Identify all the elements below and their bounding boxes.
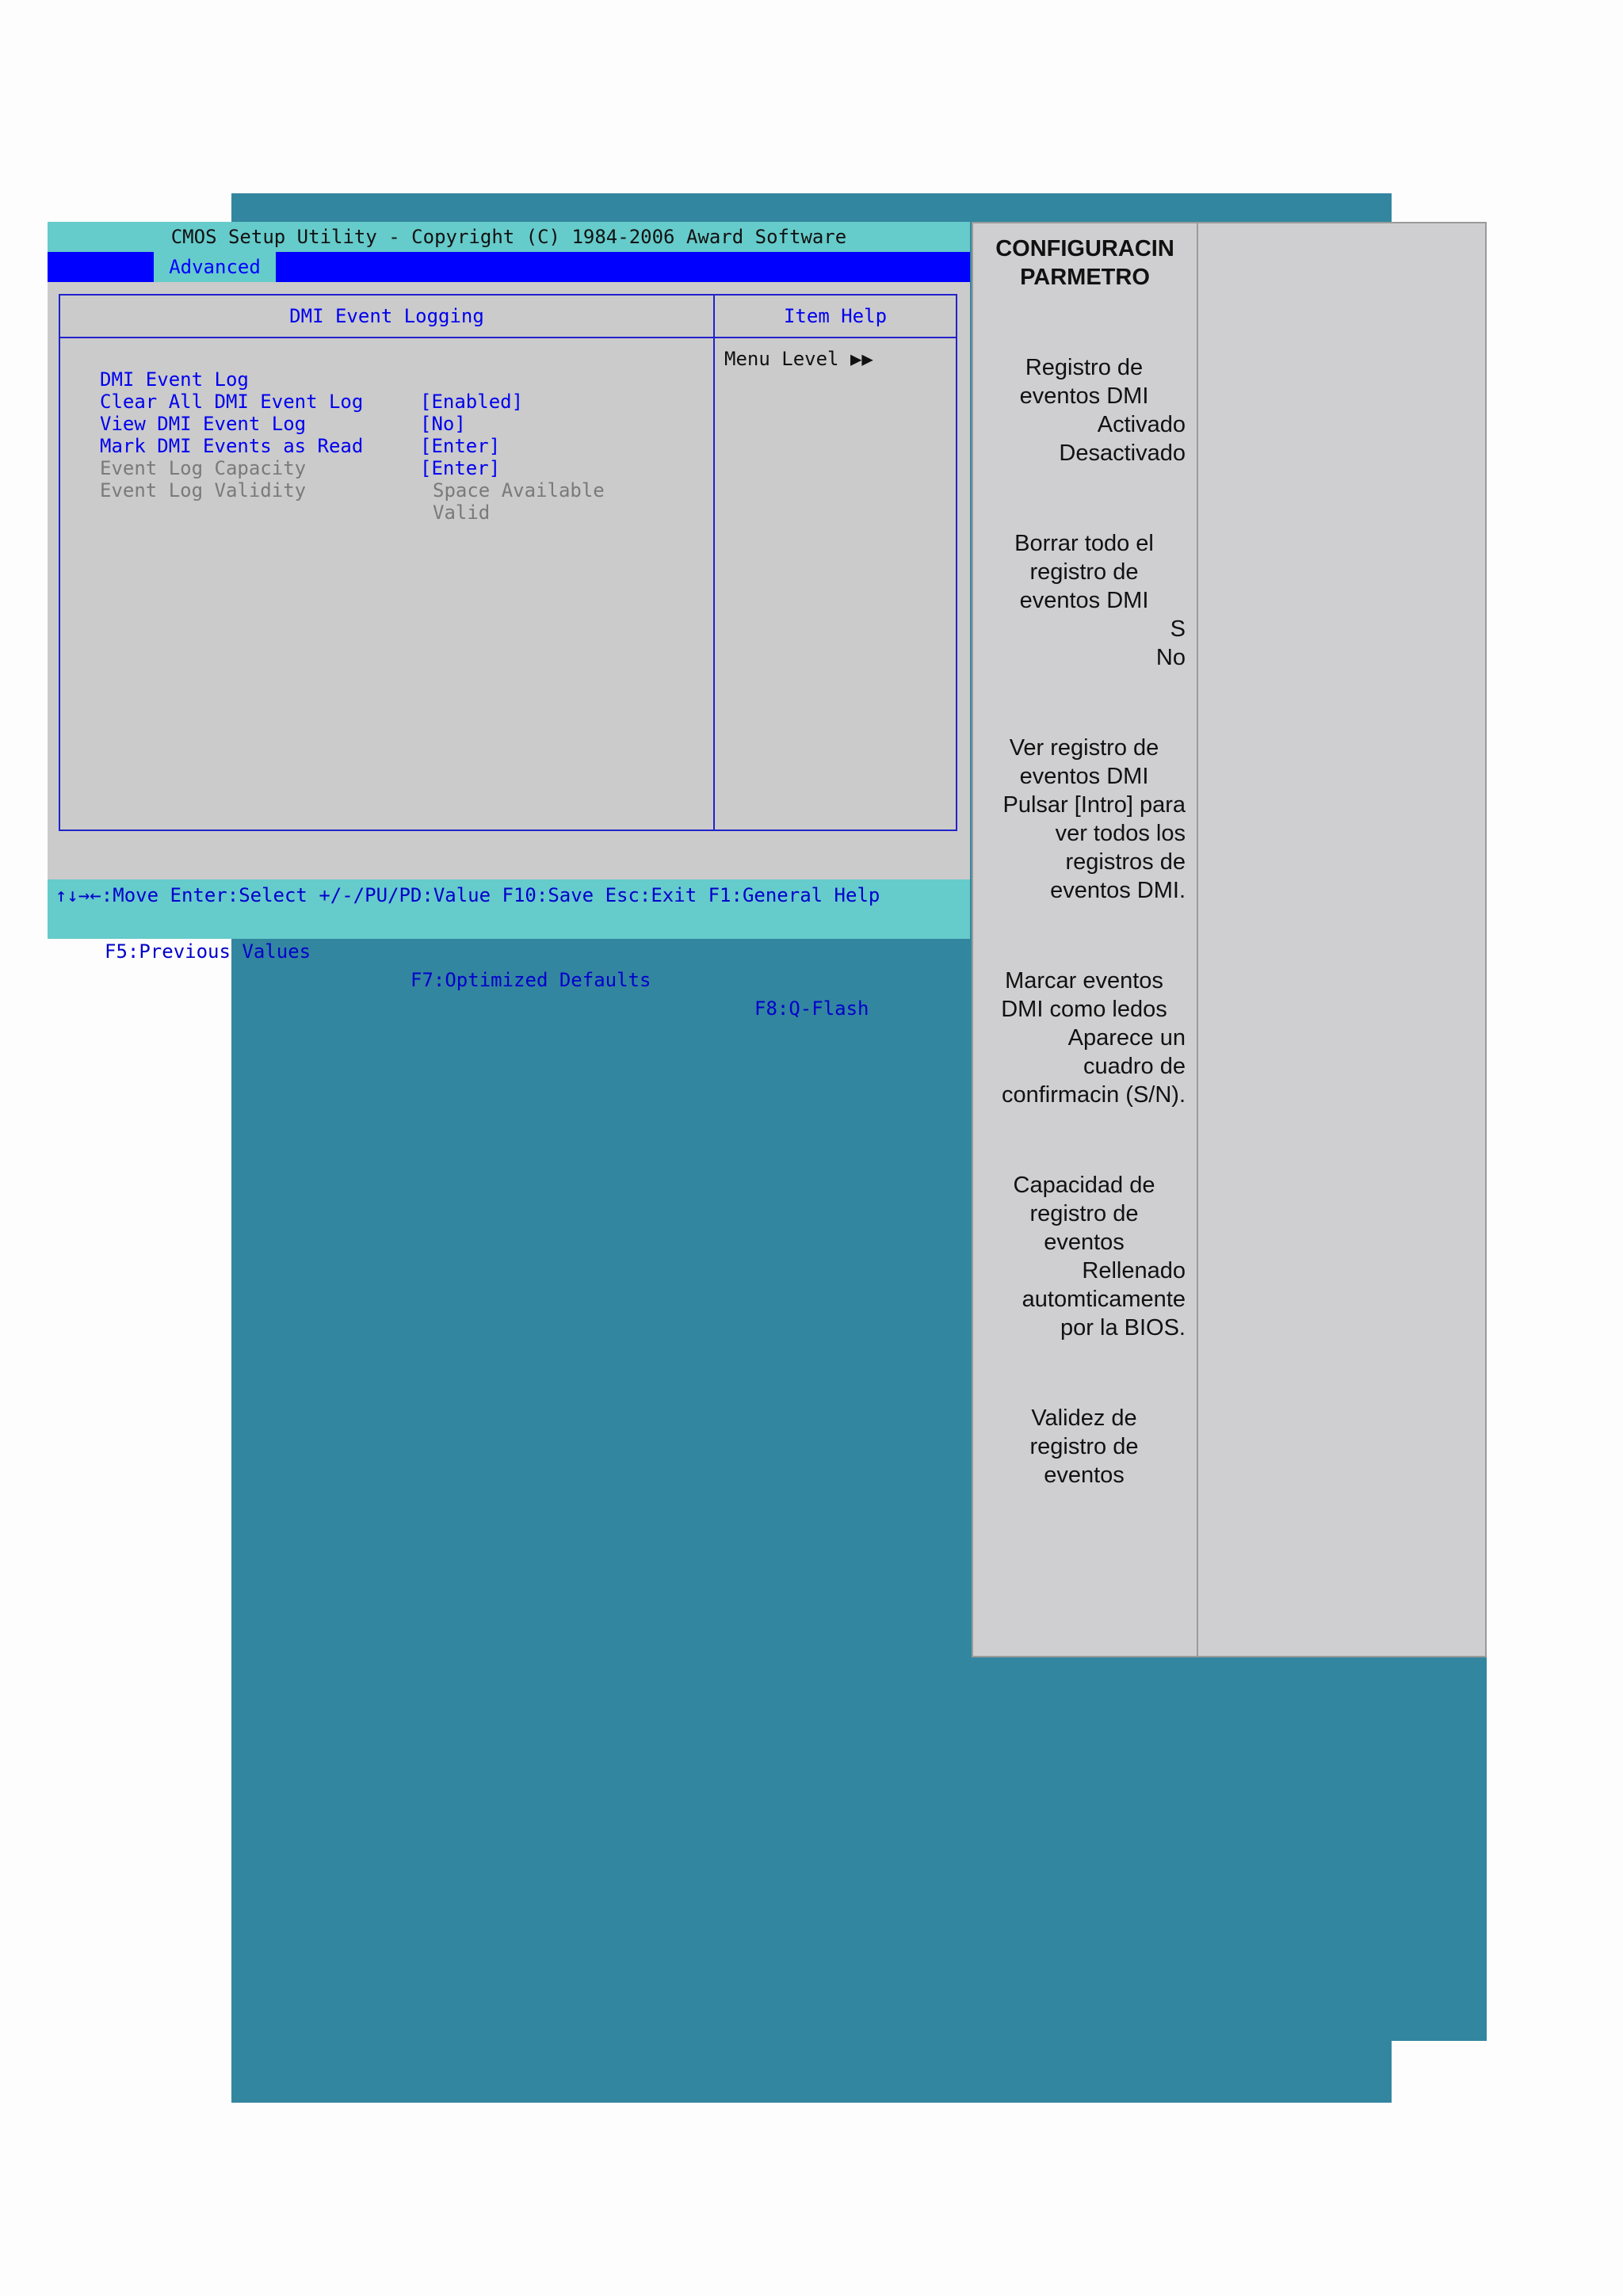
panel-vertical-divider <box>713 296 715 830</box>
menu-item-value: Space Available <box>433 479 605 502</box>
bios-title-bar: CMOS Setup Utility - Copyright (C) 1984-2006 Award Software <box>48 222 970 252</box>
desc-option-line: Rellenado <box>1082 1258 1186 1283</box>
menu-item-label: Mark DMI Events as Read <box>100 435 364 457</box>
desc-option-line: S <box>1170 616 1186 642</box>
key-legend-line-1: ↑↓→←:Move Enter:Select +/-/PU/PD:Value F10:Save Esc:Exit F1:General Help <box>55 884 880 906</box>
desc-name-line: eventos <box>1044 1230 1125 1255</box>
desc-name-line: eventos DMI <box>1019 588 1149 613</box>
desc-option-line: No <box>1155 645 1186 670</box>
desc-option-line: cuadro de <box>1083 1054 1186 1079</box>
desc-name-line: DMI como ledos <box>1001 997 1167 1022</box>
f8-q-flash[interactable]: F8:Q-Flash <box>754 997 869 1020</box>
menu-item-value[interactable]: [Enter] <box>420 435 501 457</box>
desc-name-line: Ver registro de <box>1009 735 1159 761</box>
desc-option-line: registros de <box>1065 849 1186 875</box>
bios-menu-bar <box>48 252 970 282</box>
desc-name-line: Marcar eventos <box>1005 968 1163 994</box>
menu-item-value[interactable]: [No] <box>420 413 466 435</box>
desc-entry-clear-dmi-event-log <box>983 529 1186 672</box>
item-help-text: Menu Level ▶▶ <box>724 348 873 370</box>
table-header-line: CONFIGURACIN <box>995 236 1174 261</box>
table-header-line: PARMETRO <box>1020 265 1150 290</box>
desc-name-line: Registro de <box>1025 355 1144 380</box>
desc-name-line: registro de <box>1029 1434 1139 1459</box>
desc-option-line: eventos DMI. <box>1050 878 1186 903</box>
desc-name-line: eventos DMI <box>1019 383 1149 409</box>
menu-item-value[interactable]: [Enter] <box>420 457 501 479</box>
item-help-title: Item Help <box>783 305 888 327</box>
menu-item-label: View DMI Event Log <box>100 413 307 435</box>
menu-item-label: Event Log Validity <box>100 479 307 502</box>
key-legend-line-2 <box>48 909 1027 1020</box>
parameter-description-table <box>972 222 1487 1657</box>
bios-setup-screen <box>48 222 970 1020</box>
panel-horizontal-divider <box>60 337 956 338</box>
desc-entry-view-dmi-event-log <box>983 734 1186 905</box>
desc-option-line: confirmacin (S/N). <box>1001 1082 1186 1108</box>
menu-item-value[interactable]: [Enabled] <box>420 391 524 413</box>
desc-entry-event-log-capacity <box>983 1171 1186 1342</box>
desc-name-line: eventos DMI <box>1019 764 1149 789</box>
desc-name-line: Borrar todo el <box>1014 531 1154 556</box>
desc-option-line: por la BIOS. <box>1060 1315 1186 1341</box>
f5-previous-values[interactable]: F5:Previous Values <box>105 940 311 963</box>
menu-item-label: DMI Event Log <box>100 368 249 391</box>
desc-name-line: registro de <box>1029 559 1139 585</box>
desc-option-line: automticamente <box>1022 1287 1186 1312</box>
bios-key-legend <box>48 879 970 1020</box>
desc-option-line: Activado <box>1097 412 1186 437</box>
menu-item-label: Clear All DMI Event Log <box>100 391 364 413</box>
dmi-event-logging-panel <box>59 294 957 831</box>
desc-option-line: Pulsar [Intro] para <box>1002 792 1186 818</box>
menu-item-label: Event Log Capacity <box>100 457 307 479</box>
table-column-divider <box>1197 223 1198 1656</box>
desc-option-line: ver todos los <box>1055 821 1186 846</box>
table-column-parameter <box>973 223 1197 1656</box>
desc-name-line: Capacidad de <box>1013 1173 1155 1198</box>
desc-option-line: Desactivado <box>1059 441 1186 466</box>
desc-entry-event-log-validity <box>983 1404 1186 1489</box>
panel-title: DMI Event Logging <box>289 305 484 327</box>
desc-name-line: eventos <box>1044 1463 1125 1488</box>
desc-entry-dmi-event-log <box>983 353 1186 467</box>
f7-optimized-defaults[interactable]: F7:Optimized Defaults <box>411 969 651 991</box>
desc-name-line: registro de <box>1029 1201 1139 1226</box>
menu-item-value: Valid <box>433 502 491 524</box>
desc-entry-mark-dmi-events-read <box>983 967 1186 1109</box>
desc-name-line: Validez de <box>1031 1405 1137 1431</box>
desc-option-line: Aparece un <box>1067 1025 1186 1051</box>
tab-advanced[interactable]: Advanced <box>154 252 276 282</box>
table-header <box>973 235 1197 292</box>
